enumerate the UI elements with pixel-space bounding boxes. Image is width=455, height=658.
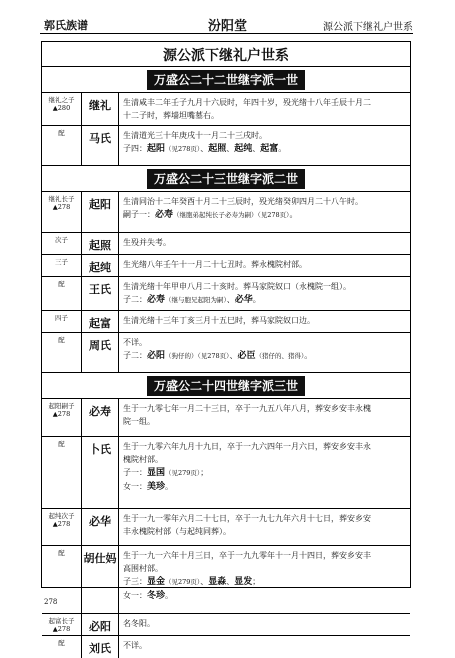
child-note: （猪仔的、猪得） — [255, 352, 305, 360]
separator: 、 — [200, 577, 209, 586]
biography-cell — [119, 233, 410, 254]
page-reference: ▲278 — [52, 410, 71, 418]
page-reference: ▲278 — [52, 520, 71, 528]
biography-line — [123, 589, 406, 603]
relation-label: 起纯次子 — [48, 512, 75, 520]
biography-line — [123, 466, 406, 480]
biography-cell — [119, 192, 410, 232]
relation-cell — [42, 509, 82, 545]
person-name: 继礼 — [82, 93, 119, 125]
child-note: （见278页） — [165, 145, 201, 153]
biography-line — [123, 453, 406, 466]
biography-text: 高围村部。 — [123, 564, 163, 573]
relation-label: 配 — [58, 639, 65, 647]
separator: 、 — [226, 144, 235, 153]
separator: 、 — [226, 577, 235, 586]
table-row — [42, 233, 410, 255]
biography-line — [123, 314, 406, 327]
page-reference: ▲280 — [52, 104, 71, 112]
person-name: 起纯 — [82, 255, 119, 276]
punctuation: 。 — [165, 482, 174, 491]
relation-cell — [42, 126, 82, 165]
biography-cell — [119, 277, 410, 310]
punctuation: 。 — [165, 591, 174, 600]
children-label: 子三： — [123, 577, 147, 586]
biography-line — [123, 336, 406, 349]
biography-cell — [119, 437, 410, 508]
punctuation: ； — [252, 577, 261, 586]
children-label: 子二： — [123, 351, 147, 360]
relation-label: 配 — [58, 129, 65, 137]
child-name: 起阳 — [147, 144, 166, 154]
biography-line — [123, 129, 406, 142]
child-name: 必阳 — [147, 351, 166, 361]
biography-line — [123, 440, 406, 453]
relation-label: 继礼之子 — [48, 96, 75, 104]
biography-line — [123, 109, 406, 122]
children-label: 女一： — [123, 482, 147, 491]
child-note: （狗仔的）（见278页） — [165, 352, 230, 360]
relation-cell — [42, 255, 82, 276]
page-header — [0, 0, 455, 38]
child-name: 显淼 — [208, 577, 227, 587]
biography-text: 生殁并失考。 — [123, 238, 171, 247]
table-title: 源公派下继礼户世系 — [163, 48, 289, 64]
children-label: 嗣子一： — [123, 210, 155, 219]
generation-label: 万盛公二十四世继字派三世 — [147, 376, 305, 396]
table-row — [42, 93, 410, 126]
child-name: 起富 — [260, 144, 279, 154]
biography-line — [123, 525, 406, 538]
table-row — [42, 277, 410, 311]
child-note: （见279页） — [165, 469, 201, 477]
person-name: 周氏 — [82, 333, 119, 372]
table-row — [42, 437, 410, 509]
biography-text: 生于一九零六年九月十九日，卒于一九六四年一月六日，葬安乡安丰永 — [123, 442, 371, 451]
biography-text: 生清光绪十年甲申八月二十亥时。葬马家院奴口（永槐院一组）。 — [123, 282, 351, 291]
hall-name: 汾阳堂 — [207, 19, 247, 34]
biography-line — [123, 280, 406, 293]
child-name: 美珍 — [147, 482, 166, 492]
children-label: 子一： — [123, 468, 147, 477]
separator: 、 — [252, 144, 261, 153]
section-title: 源公派下继礼户世系 — [323, 22, 413, 33]
biography-line — [123, 639, 406, 652]
biography-text: 十二子时，葬墙坦嘴墓右。 — [123, 111, 219, 120]
child-name: 显国 — [147, 468, 166, 478]
punctuation: 。 — [289, 210, 298, 219]
biography-text: 生光绪八年壬午十一月二十七丑时。葬永槐院村部。 — [123, 260, 307, 269]
person-name: 马氏 — [82, 126, 119, 165]
biography-text: 不详。 — [123, 338, 147, 347]
biography-line — [123, 549, 406, 562]
biography-line — [123, 617, 406, 630]
generation-label: 万盛公二十三世继字派二世 — [147, 169, 305, 189]
biography-line — [123, 195, 406, 208]
relation-cell — [42, 333, 82, 372]
biography-cell — [119, 614, 410, 635]
child-note: （见279页） — [165, 578, 201, 586]
biography-text: 丰永槐院村部（与起纯同葬）。 — [123, 527, 231, 536]
relation-cell — [42, 93, 82, 125]
children-label: 子四： — [123, 144, 147, 153]
biography-cell — [119, 255, 410, 276]
child-name: 起纯 — [234, 144, 253, 154]
page-reference: ▲278 — [52, 203, 71, 211]
table-row — [42, 311, 410, 333]
child-name: 显发 — [234, 577, 253, 587]
biography-line — [123, 415, 406, 428]
punctuation: 。 — [304, 351, 313, 360]
biography-line — [123, 293, 406, 307]
biography-line — [123, 258, 406, 271]
biography-text: 槐院村部。 — [123, 455, 163, 464]
person-name: 卜氏 — [82, 437, 119, 508]
child-name: 冬珍 — [147, 591, 166, 601]
table-row — [42, 636, 410, 658]
table-row — [42, 614, 410, 636]
biography-text: 名冬阳。 — [123, 619, 155, 628]
biography-text: 不详。 — [123, 641, 147, 650]
relation-cell — [42, 437, 82, 508]
biography-cell — [119, 546, 410, 613]
person-name: 刘氏 — [82, 636, 119, 658]
table-row — [42, 509, 410, 546]
punctuation: ； — [200, 468, 209, 477]
table-row — [42, 192, 410, 233]
biography-line — [123, 512, 406, 525]
separator: 、 — [229, 351, 238, 360]
biography-line — [123, 96, 406, 109]
generation-header — [42, 67, 410, 93]
biography-text: 生清道光三十年庚戌十一月二十三戌时。 — [123, 131, 267, 140]
relation-label: 配 — [58, 280, 65, 288]
biography-text: 院一组。 — [123, 417, 155, 426]
punctuation: 。 — [278, 144, 287, 153]
relation-label: 起阳嗣子 — [48, 402, 75, 410]
biography-line — [123, 575, 406, 589]
relation-label: 三子 — [55, 258, 68, 266]
biography-line — [123, 236, 406, 249]
person-name: 必寿 — [82, 399, 119, 436]
biography-cell — [119, 399, 410, 436]
biography-cell — [119, 636, 410, 658]
header-rule — [40, 33, 413, 34]
biography-line — [123, 480, 406, 494]
biography-line — [123, 349, 406, 363]
biography-text: 生于一九零七年一月二十三日，卒于一九五八年八月，葬安乡安丰永槐 — [123, 404, 371, 413]
biography-cell — [119, 311, 410, 332]
relation-label: 配 — [58, 440, 65, 448]
biography-cell — [119, 93, 410, 125]
lineage-table — [41, 41, 411, 655]
biography-cell — [119, 333, 410, 372]
biography-text: 生于一九一零年六月二十七日，卒于一九七九年六月十七日，葬安乡安 — [123, 514, 371, 523]
punctuation: 。 — [252, 295, 261, 304]
table-row — [42, 126, 410, 166]
biography-cell — [119, 126, 410, 165]
child-name: 起照 — [208, 144, 227, 154]
generation-header — [42, 166, 410, 192]
relation-cell — [42, 311, 82, 332]
person-name: 王氏 — [82, 277, 119, 310]
child-name: 必寿 — [147, 295, 166, 305]
person-name: 必阳 — [82, 614, 119, 635]
child-name: 必华 — [234, 295, 253, 305]
table-row — [42, 255, 410, 277]
table-row — [42, 546, 410, 614]
biography-cell — [119, 509, 410, 545]
children-label: 子二： — [123, 295, 147, 304]
relation-cell — [42, 233, 82, 254]
generation-label: 万盛公二十二世继字派一世 — [147, 70, 305, 90]
biography-line — [123, 208, 406, 222]
relation-cell — [42, 277, 82, 310]
person-name: 起阳 — [82, 192, 119, 232]
page-number: 278 — [44, 598, 58, 606]
generation-header — [42, 373, 410, 399]
relation-label: 配 — [58, 549, 65, 557]
biography-line — [123, 402, 406, 415]
table-row — [42, 333, 410, 373]
child-note: （继与胞兄起阳为嗣） — [165, 296, 227, 304]
relation-cell — [42, 192, 82, 232]
person-name: 起富 — [82, 311, 119, 332]
person-name: 起照 — [82, 233, 119, 254]
biography-text: 生清咸丰二年壬子九月十六辰时，年四十岁，殁光绪十八年壬辰十月二 — [123, 98, 371, 107]
relation-label: 继礼长子 — [48, 195, 75, 203]
child-name: 显金 — [147, 577, 166, 587]
separator: 、 — [200, 144, 209, 153]
child-name: 必寿 — [155, 210, 174, 220]
separator: 、 — [226, 295, 235, 304]
child-note: （继胞弟起纯长子必寿为嗣）（见278页） — [173, 211, 290, 219]
table-row — [42, 399, 410, 437]
page-reference: ▲278 — [52, 625, 71, 633]
relation-label: 配 — [58, 336, 65, 344]
relation-cell — [42, 399, 82, 436]
person-name: 胡仕妈 — [82, 546, 119, 613]
biography-line — [123, 142, 406, 156]
relation-label: 次子 — [55, 236, 68, 244]
child-name: 必臣 — [237, 351, 256, 361]
book-title: 郭氏族谱 — [44, 19, 88, 32]
biography-line — [123, 562, 406, 575]
biography-text: 生于一九一六年十月三日，卒于一九九零年十一月十四日，葬安乡安丰 — [123, 551, 371, 560]
relation-label: 起富长子 — [48, 617, 75, 625]
biography-text: 生清光绪十三年丁亥三月十五巳时，葬马家院奴口边。 — [123, 316, 315, 325]
relation-cell — [42, 614, 82, 635]
relation-label: 四子 — [55, 314, 68, 322]
children-label: 女一： — [123, 591, 147, 600]
person-name: 必华 — [82, 509, 119, 545]
biography-text: 生清同治十二年癸酉十月二十三辰时，殁光绪癸卯四月二十八午时。 — [123, 197, 363, 206]
relation-cell — [42, 636, 82, 658]
